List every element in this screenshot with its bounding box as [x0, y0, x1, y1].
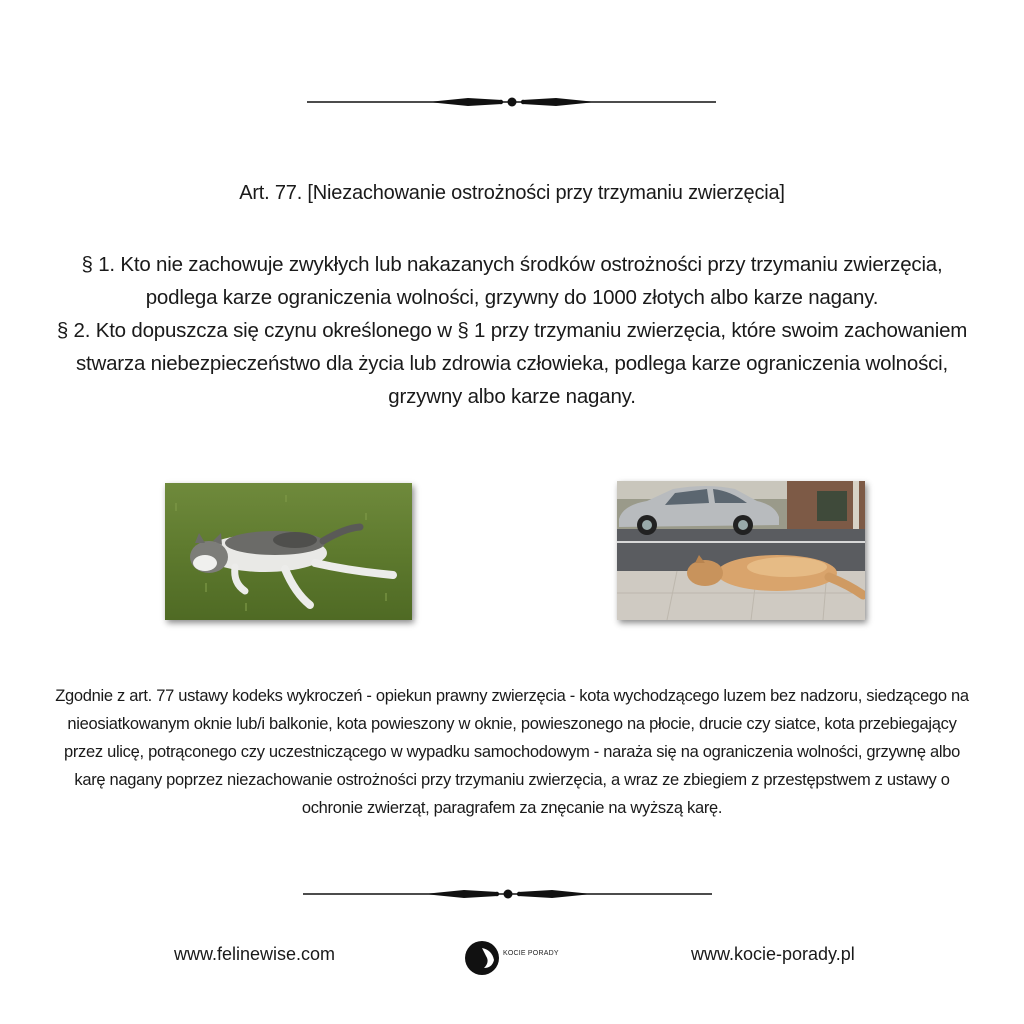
- article-title: Art. 77. [Niezachowanie ostrożności przy trzymaniu zwierzęcia]: [239, 182, 785, 204]
- law-text: [50, 248, 974, 413]
- kocie-porady-logo: [464, 938, 564, 978]
- felinewise-link[interactable]: www.felinewise.com: [174, 944, 336, 964]
- cat-silhouette-logo-icon: [464, 938, 504, 978]
- logo-title: KOCIE PORADY: [503, 950, 559, 957]
- kocie-porady-link[interactable]: www.kocie-porady.pl: [691, 944, 855, 964]
- logo-label: [503, 950, 559, 958]
- paragraph-1: § 1. Kto nie zachowuje zwykłych lub nakazanych środków ostrożności przy trzymaniu zwierzęcia, podlega karze ograniczenia wolności, grzywny do 1000 złotych albo karze nagany.: [81, 253, 943, 309]
- paragraph-2: § 2. Kto dopuszcza się czynu określonego w § 1 przy trzymaniu zwierzęcia, które swoim zachowaniem stwarza niebezpieczeństwo dla życia lub zdrowia człowieka, podlega karze ograniczenia wolności, grzywny albo karze nagany.: [56, 319, 968, 408]
- photo-cat-on-sidewalk: [617, 481, 865, 620]
- ornamental-divider-bottom-icon: [0, 884, 1024, 904]
- ornamental-divider-top-icon: [0, 92, 1024, 112]
- photo-cat-on-grass: [165, 483, 412, 620]
- summary-text: Zgodnie z art. 77 ustawy kodeks wykroczeń - opiekun prawny zwierzęcia - kota wychodzącego luzem bez nadzoru, siedzącego na nieosiatkowanym oknie lub/i balkonie, kota powieszony w oknie, powieszonego na płocie, drucie czy siatce, kota przebiegający przez ulicę, potrąconego czy uczestniczącego w wypadku samochodowym - naraża się na ograniczenia wolności, grzywnę albo karę nagany poprzez niezachowanie ostrożności przy trzymaniu zwierzęcia, a wraz ze zbiegiem z przestępstwem z ustawy o ochronie zwierząt, paragrafem za znęcanie na wyższą karę.: [55, 687, 969, 817]
